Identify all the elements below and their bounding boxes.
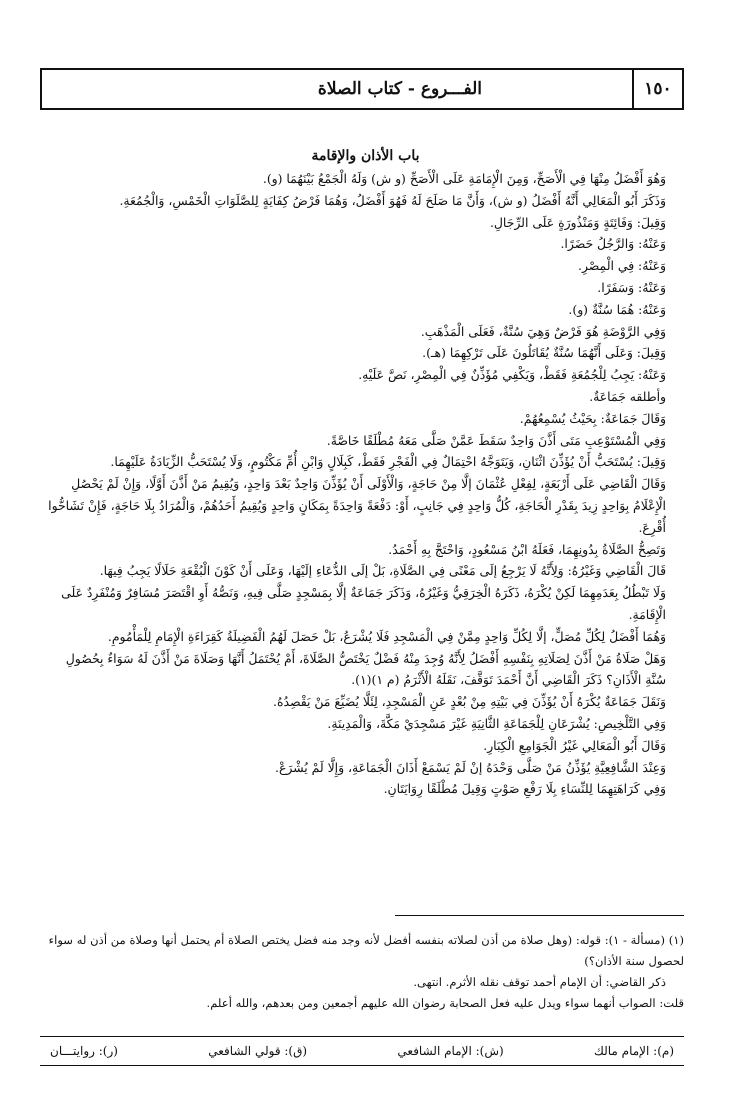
page-number: ١٥٠ [632, 70, 682, 108]
paragraph: وَقَالَ جَمَاعَةٌ: بِحَيْثُ يُسْمِعُهُمْ. [519, 410, 666, 426]
paragraph: وَقِيلَ: يُسْتَحَبُّ أَنْ يُؤَذِّنَ اثْنَانِ، وَيَتَوَجَّهُ احْتِمَالٌ فِي الْفَجْرِ فَقَطْ، كَبِلَالٍ وَابْنِ أُمِّ مَكْتُومٍ، وَلَا يُسْتَحَبُّ الزِّيَادَةُ عَلَيْهِمَا. [110, 454, 666, 470]
paragraph: وَذَكَرَ أَبُو الْمَعَالِي أَنَّهُ أَفْضَلُ (و ش)، وَأَنَّ مَا صَلَحَ لَهُ فَهُوَ أَفْضَلُ، وَهُمَا فَرْضُ كِفَايَةٍ لِلصَّلَوَاتِ الْخَمْسِ، وَالْجُمُعَةِ. [119, 192, 666, 208]
paragraph: وَعَنْهُ: فِي الْمِصْرِ. [578, 258, 666, 274]
footer-key-riwayatan: (ر): روايتـــان [50, 1044, 118, 1058]
paragraph: وَعِنْدَ الشَّافِعِيَّةِ يُؤَذِّنُ مَنْ صَلَّى وَحْدَهُ إنْ لَمْ يَسْمَعْ أَذَانَ الْجَمَاعَةِ، وَإِلَّا لَمْ يُشْرَعْ. [275, 759, 666, 775]
paragraph: وَعَنْهُ: وَسَفَرًا. [597, 279, 666, 295]
paragraph: وَنَقَلَ جَمَاعَةٌ يُكْرَهُ أَنْ يُؤَذِّنَ فِي بَيْتِهِ مِنْ بُعْدٍ عَنِ الْمَسْجِدِ، لِئَلَّا يُضَيِّعَ مَنْ يَقْصِدُهُ. [273, 694, 666, 710]
paragraph: وَهَلْ صَلَاةُ مَنْ أَذَّنَ لِصَلَاتِهِ بِنَفْسِهِ أَفْضَلُ لِأَنَّهُ وُجِدَ مِنْهُ فَضْلٌ يَخْتَصُّ الصَّلَاةَ، أَمْ يُحْتَمَلُ أَنَّهَا وَصَلَاةَ مَنْ أَذَّنَ لَهُ سَوَاءٌ بِحُصُولِ سُنَّةِ الْأَذَانِ؟ ذَكَرَ الْقَاضِي أَنَّ أَحْمَدَ تَوَقَّفَ، نَقَلَهُ الْأَثْرَمُ (م ١)(١). [65, 650, 666, 688]
paragraph: وَلَا تَبْطُلُ بِعَدَمِهِمَا لَكِنْ يُكْرَهُ، ذَكَرَهُ الْخِرَقِيُّ وَغَيْرُهُ، وَذَكَرَ جَمَاعَةٌ إلَّا بِمَسْجِدٍ صَلَّى فِيهِ، وَنَصُّهُ أَوِ اقْتَصَرَ مُسَافِرٌ وَمُنْفَرِدٌ عَلَى الْإِقَامَةِ. [61, 585, 666, 622]
paragraph: وأطلقه جَمَاعَةٌ. [589, 388, 666, 404]
paragraph: وَقِيلَ: وَعَلَى أَنَّهُمَا سُنَّةٌ يُقَاتَلُونَ عَلَى تَرْكِهِمَا (هـ). [422, 345, 666, 361]
page-header [40, 68, 684, 110]
footer-key-qawli: (ق): قولي الشافعي [208, 1044, 308, 1058]
paragraph: وَعَنْهُ: وَالرَّجُلُ حَضَرًا. [560, 236, 666, 252]
footnote: قلت: الصواب أنهما سواء ويدل عليه فعل الصحابة رضوان الله عليهم أجمعين ومن بعدهم، والله أعلم. [206, 996, 684, 1010]
paragraph: وَقَالَ الْقَاضِي عَلَى أَرْبَعَةٍ، لِفِعْلِ عُثْمَانَ إلَّا مِنْ حَاجَةٍ، وَالْأَوْلَى أَنْ يُؤَذِّنَ وَاحِدٌ بَعْدَ وَاحِدٍ، وَيُقِيمُ مَنْ أَذَّنَ أَوَّلًا، وَإِنْ لَمْ يَحْصُلِ الْإِعْلَامُ بِوَاحِدٍ زِيدَ بِقَدْرِ الْحَاجَةِ، كُلُّ وَاحِدٍ فِي جَانِبٍ، أَوْ: دَفْعَةً وَاحِدَةً بِمَكَانٍ وَاحِدٍ وَيُقِيمُ أَحَدُهُمْ، وَالْمُرَادُ بِلَا حَاجَةٍ، فَإِنْ تَشَاحُّوا أُقْرِعَ. [48, 476, 666, 535]
paragraph: وَهُوَ أَفْضَلُ مِنْهَا فِي الْأَصَحِّ، وَمِنَ الْإِمَامَةِ عَلَى الْأَصَحِّ (و ش) وَلَهُ الْجَمْعُ بَيْنَهُمَا (و). [262, 171, 666, 186]
footnote: ذكر القاضي: أن الإمام أحمد توقف نقله الأثرم. انتهى. [413, 975, 666, 989]
footnote: (١) (مسألة - ١): قوله: (وهل صلاة من أذن لصلاته بنفسه أفضل لأنه وجد منه فضل يختص الصلاة أم يحتمل أنها وصلاة من أذن له سواء لحصول سنة الأذان؟) [48, 933, 684, 968]
footnotes [48, 930, 684, 1014]
paragraph: وَفِي الْمُسْتَوْعِبِ مَتَى أَذَّنَ وَاحِدٌ سَقَطَ عَمَّنْ صَلَّى مَعَهُ مُطْلَقًا خَاصَّةً. [326, 432, 666, 448]
paragraph: وَفِي التَّلْخِيصِ: يُشْرَعَانِ لِلْجَمَاعَةِ الثَّانِيَةِ غَيْرَ مَسْجِدَيْ مَكَّةَ، وَالْمَدِينَةِ. [327, 715, 666, 731]
header-title: الفـــروع - كتاب الصلاة [317, 79, 482, 99]
paragraph: وَهُمَا أَفْضَلُ لِكُلِّ مُصَلٍّ، إلَّا لِكُلِّ وَاحِدٍ مِمَّنْ فِي الْمَسْجِدِ فَلَا يُشْرَعُ، بَلْ حَصَلَ لَهُمُ الْفَضِيلَةُ كَقِرَاءَةِ الْإِمَامِ لِلْمَأْمُومِ. [107, 628, 666, 644]
paragraph: وَفِي كَرَاهَتِهِمَا لِلنِّسَاءِ بِلَا رَفْعِ صَوْتٍ وَقِيلَ مُطْلَقًا رِوَايَتَانِ. [383, 781, 666, 797]
paragraph: وَتَصِحُّ الصَّلَاةُ بِدُونِهِمَا، فَعَلَهُ ابْنُ مَسْعُودٍ، وَاحْتَجَّ بِهِ أَحْمَدُ. [388, 541, 666, 557]
paragraph: وَقَالَ أَبُو الْمَعَالِي غَيْرُ الْجَوَامِعِ الْكِبَارِ. [483, 737, 666, 753]
paragraph: وَعَنْهُ: يَجِبُ لِلْجُمُعَةِ فَقَطْ، وَيَكْفِي مُؤَذِّنٌ فِي الْمِصْرِ، نَصَّ عَلَيْهِ. [358, 367, 666, 383]
page-footer [40, 1036, 684, 1066]
paragraph: وَفِي الرَّوْضَةِ هُوَ فَرْضٌ وَهِيَ سُنَّةٌ، فَعَلَى الْمَذْهَبِ. [420, 323, 666, 339]
footer-key-malik: (م): الإمام مالك [593, 1044, 674, 1058]
footnote-separator [395, 915, 684, 916]
paragraph: وَعَنْهُ: هُمَا سُنَّةٌ (و). [568, 301, 666, 317]
body-text [48, 168, 684, 800]
section-title: باب الأذان والإقامة [311, 148, 420, 164]
footer-key-shafii: (ش): الإمام الشافعي [397, 1044, 504, 1058]
paragraph: وَقِيلَ: وَفَائِتَةٍ وَمَنْذُورَةٍ عَلَى الرِّجَالِ. [489, 214, 666, 230]
paragraph: قَالَ الْقَاضِي وَغَيْرُهُ: وَلِأَنَّهُ لَا يَرْجِعُ إلَى مَعْنًى فِي الصَّلَاةِ، بَلْ إلَى الدُّعَاءِ إلَيْهَا، وَعَلَى أَنْ كَوْنَ الْبُقْعَةِ حَلَالًا يَجِبُ فِيهَا. [99, 563, 666, 579]
